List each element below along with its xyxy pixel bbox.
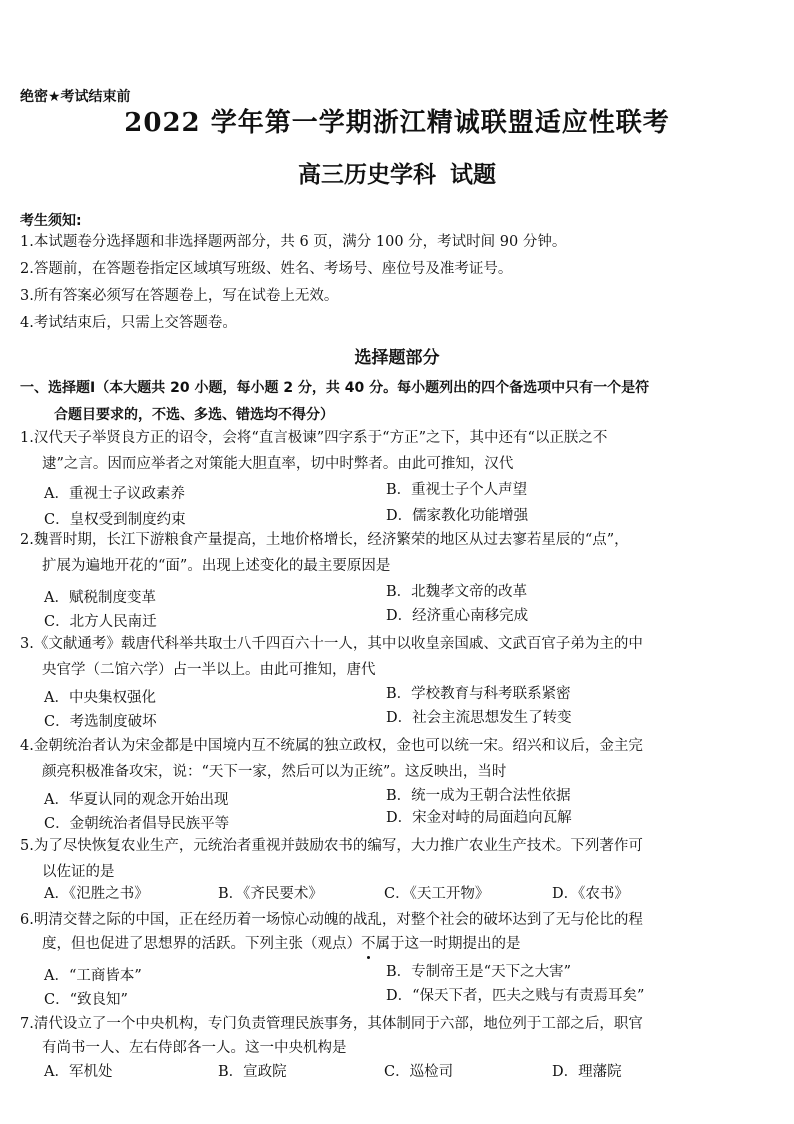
notice-item: 2.答题前，在答题卷指定区域填写班级、姓名、考场号、座位号及准考证号。 <box>20 261 513 277</box>
option-a: A．中央集权强化 <box>44 690 156 706</box>
option-d: D．经济重心南移完成 <box>386 608 529 624</box>
option-b: B．宣政院 <box>218 1064 287 1080</box>
notice-item: 3.所有答案必须写在答题卷上，写在试卷上无效。 <box>20 288 339 304</box>
question-stem: 扩展为遍地开花的“面”。出现上述变化的最主要原因是 <box>42 558 391 574</box>
option-a: A．重视士子议政素养 <box>44 486 185 502</box>
stem-text: 属于这一时期提出的是 <box>375 936 521 952</box>
option-d: D．《农书》 <box>552 886 629 902</box>
option-d: D．社会主流思想发生了转变 <box>386 710 572 726</box>
paper-type: 试题 <box>450 161 496 188</box>
option-d: D．宋金对峙的局面趋向瓦解 <box>386 810 572 826</box>
notice-item: 4.考试结束后，只需上交答题卷。 <box>20 315 237 331</box>
option-c: C．北方人民南迁 <box>44 614 157 630</box>
option-b: B．统一成为王朝合法性依据 <box>386 788 571 804</box>
option-c: C．《天工开物》 <box>384 886 490 902</box>
section-title: 选择题部分 <box>354 348 440 368</box>
question-stem: 1.汉代天子举贤良方正的诏令，会将“直言极谏”四字系于“方正”之下，其中还有“以正朕之不 <box>20 430 608 446</box>
option-a: A．“工商皆本” <box>44 968 142 984</box>
stem-text: 度，但也促进了思想界的活跃。下列主张（观点） <box>42 936 361 952</box>
question-stem: 4.金朝统治者认为宋金都是中国境内互不统属的独立政权，金也可以统一宋。绍兴和议后，金主完 <box>20 738 643 754</box>
option-c: C．考选制度破坏 <box>44 714 157 730</box>
section-instruction: 合题目要求的，不选、多选、错选均不得分） <box>54 407 334 423</box>
exam-title: 2022 学年第一学期浙江精诚联盟适应性联考 <box>124 108 670 138</box>
question-stem: 以佐证的是 <box>42 864 115 880</box>
option-c: C．金朝统治者倡导民族平等 <box>44 816 230 832</box>
notice-item: 1.本试题卷分选择题和非选择题两部分，共 6 页，满分 100 分，考试时间 90 分钟。 <box>20 234 567 250</box>
section-instruction: 一、选择题Ⅰ（本大题共 20 小题，每小题 2 分，共 40 分。每小题列出的四个备选项中只有一个是符 <box>20 380 650 396</box>
question-stem: 5.为了尽快恢复农业生产，元统治者重视并鼓励农书的编写，大力推广农业生产技术。下列著作可 <box>20 838 643 854</box>
option-c: C．巡检司 <box>384 1064 454 1080</box>
option-b: B．学校教育与科考联系紧密 <box>386 686 571 702</box>
option-b: B．《齐民要术》 <box>218 886 323 902</box>
option-b: B．专制帝王是“天下之大害” <box>386 964 571 980</box>
option-d: D．“保天下者，匹夫之贱与有责焉耳矣” <box>386 988 645 1004</box>
option-b: B．北魏孝文帝的改革 <box>386 584 528 600</box>
question-stem: 央官学（二馆六学）占一半以上。由此可推知，唐代 <box>42 662 376 678</box>
question-stem: 7.清代设立了一个中央机构，专门负责管理民族事务，其体制同于六部，地位列于工部之后，职官 <box>20 1016 643 1032</box>
question-stem: 逮”之言。因而应举者之对策能大胆直率，切中时弊者。由此可推知，汉代 <box>42 456 514 472</box>
exam-subtitle <box>0 156 794 189</box>
question-stem: 有尚书一人、左右侍郎各一人。这一中央机构是 <box>42 1040 347 1056</box>
option-c: C．“致良知” <box>44 992 128 1008</box>
confidential-label: 绝密★考试结束前 <box>20 89 131 105</box>
question-stem: 颜亮积极准备攻宋，说：“天下一家，然后可以为正统”。这反映出，当时 <box>42 764 507 780</box>
option-c: C．皇权受到制度约束 <box>44 512 186 528</box>
notice-heading: 考生须知: <box>20 213 82 229</box>
question-stem: 3.《文献通考》载唐代科举共取士八千四百六十一人，其中以收皇亲国戚、文武百官子弟为主的中 <box>20 636 643 652</box>
option-b: B．重视士子个人声望 <box>386 482 528 498</box>
emphasis-word: 不 <box>361 936 376 952</box>
question-stem: 6.明清交替之际的中国，正在经历着一场惊心动魄的战乱，对整个社会的破坏达到了无与伦比的程 <box>20 912 643 928</box>
subject-name: 高三历史学科 <box>298 161 436 188</box>
option-a: A．《氾胜之书》 <box>44 886 149 902</box>
question-stem: 2.魏晋时期，长江下游粮食产量提高，土地价格增长，经济繁荣的地区从过去寥若星辰的“点”， <box>20 532 629 548</box>
option-d: D．儒家教化功能增强 <box>386 508 529 524</box>
option-d: D．理藩院 <box>552 1064 622 1080</box>
option-a: A．军机处 <box>44 1064 113 1080</box>
option-a: A．赋税制度变革 <box>44 590 156 606</box>
question-stem <box>42 934 521 954</box>
option-a: A．华夏认同的观念开始出现 <box>44 792 229 808</box>
